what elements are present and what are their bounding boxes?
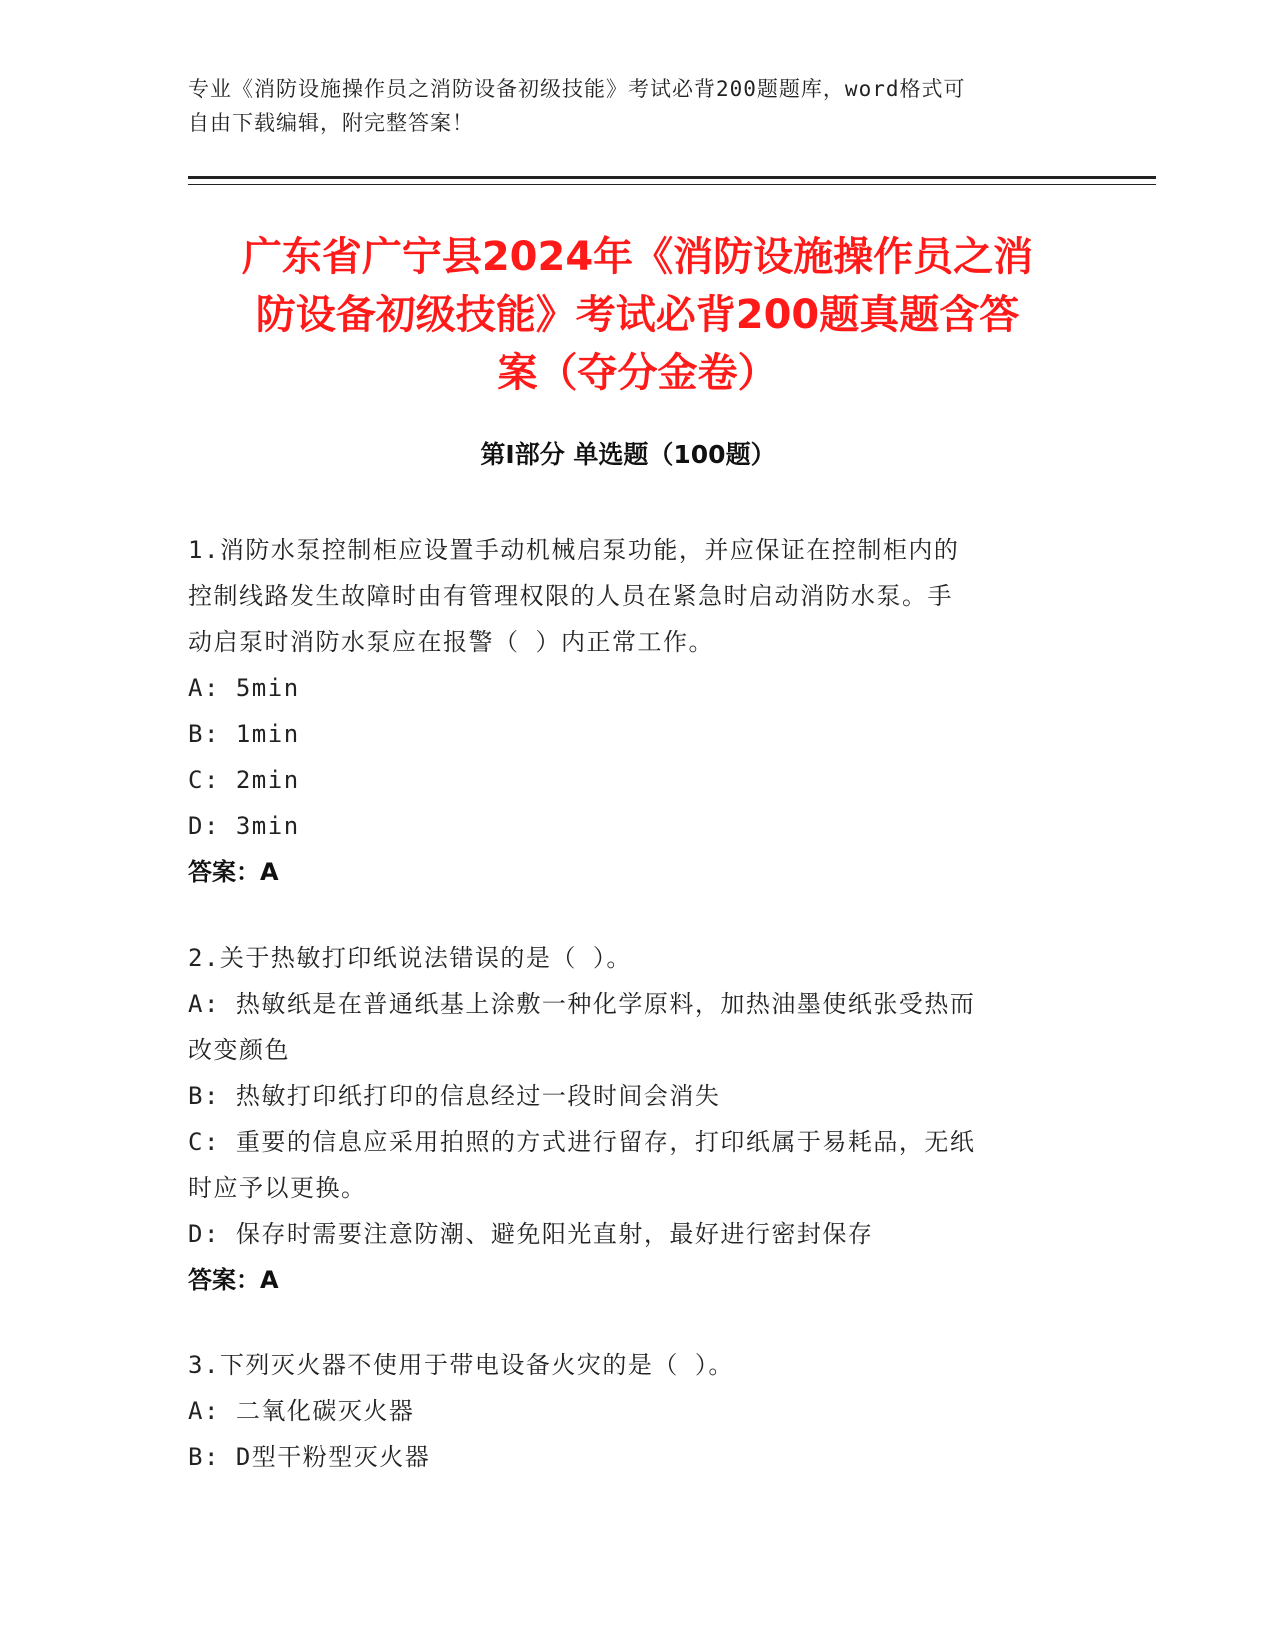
option-b: B: D型干粉型灭火器 <box>188 1443 431 1471</box>
question-stem-line: 2.关于热敏打印纸说法错误的是（ ）。 <box>188 944 632 972</box>
header-note <box>188 72 1068 140</box>
option-c-continued: 时应予以更换。 <box>188 1174 367 1202</box>
option-a: A: 5min <box>188 674 300 702</box>
header-note-line: 专业《消防设施操作员之消防设备初级技能》考试必背200题题库，word格式可 <box>188 77 966 101</box>
question-stem-line: 控制线路发生故障时由有管理权限的人员在紧急时启动消防水泵。手 <box>188 582 953 610</box>
option-b: B: 热敏打印纸打印的信息经过一段时间会消失 <box>188 1082 721 1110</box>
document-title <box>160 228 1115 402</box>
option-d: D: 3min <box>188 812 300 840</box>
option-a-continued: 改变颜色 <box>188 1036 290 1064</box>
option-b: B: 1min <box>188 720 300 748</box>
header-divider-thick <box>188 176 1156 179</box>
option-c: C: 2min <box>188 766 300 794</box>
question-stem-line: 3.下列灭火器不使用于带电设备火灾的是（ ）。 <box>188 1351 734 1379</box>
header-note-line: 自由下载编辑，附完整答案！ <box>188 111 474 135</box>
question-stem-line: 动启泵时消防水泵应在报警（ ）内正常工作。 <box>188 628 714 656</box>
option-a: A: 热敏纸是在普通纸基上涂敷一种化学原料，加热油墨使纸张受热而 <box>188 990 976 1018</box>
question-1 <box>188 527 1088 895</box>
section-heading: 第Ⅰ部分 单选题（100题） <box>480 440 776 469</box>
answer: 答案：A <box>188 1266 279 1294</box>
option-d: D: 保存时需要注意防潮、避免阳光直射，最好进行密封保存 <box>188 1220 874 1248</box>
title-line: 防设备初级技能》考试必背200题真题含答 <box>255 292 1020 338</box>
option-a: A: 二氧化碳灭火器 <box>188 1397 415 1425</box>
question-stem-line: 1.消防水泵控制柜应设置手动机械启泵功能，并应保证在控制柜内的 <box>188 536 960 564</box>
title-line: 案（夺分金卷） <box>497 350 778 396</box>
question-2 <box>188 935 1088 1303</box>
header-divider-thin <box>188 184 1156 185</box>
title-line: 广东省广宁县2024年《消防设施操作员之消 <box>241 234 1034 280</box>
question-3 <box>188 1342 1088 1480</box>
option-c: C: 重要的信息应采用拍照的方式进行留存，打印纸属于易耗品，无纸 <box>188 1128 976 1156</box>
answer: 答案：A <box>188 858 279 886</box>
